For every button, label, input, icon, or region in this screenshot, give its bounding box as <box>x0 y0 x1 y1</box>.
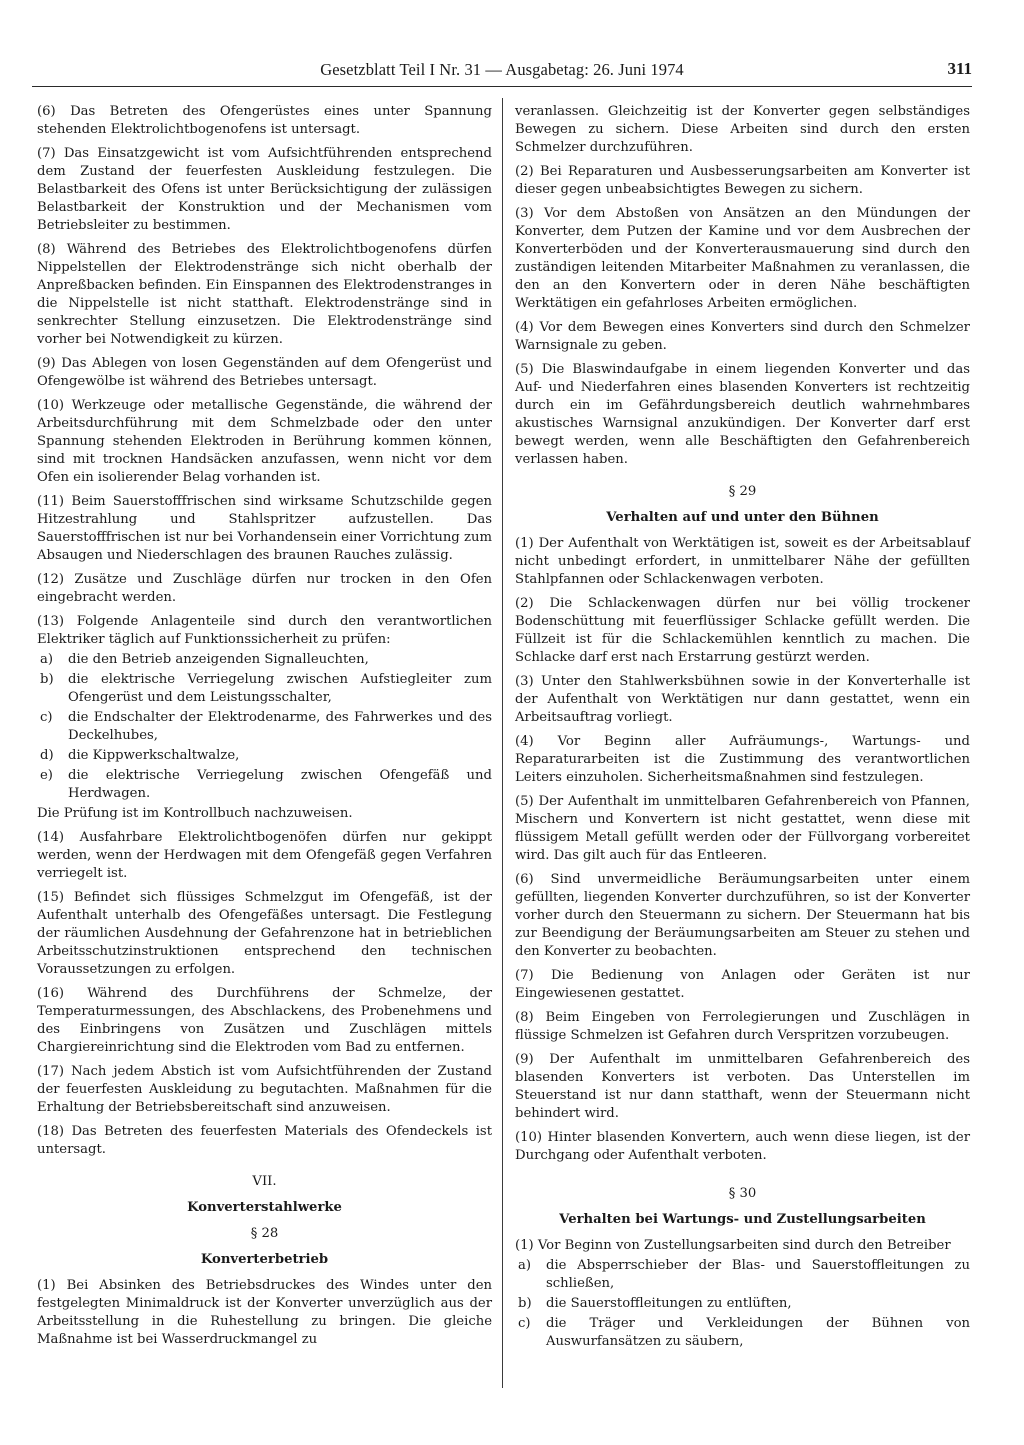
list-item-label: e) <box>40 768 53 783</box>
list-item <box>37 671 492 707</box>
paragraph: (18) Das Betreten des feuerfesten Materials des Ofendeckels ist untersagt. <box>37 1124 492 1157</box>
right-column <box>515 103 970 1353</box>
paragraph: (9) Das Ablegen von losen Gegenständen auf dem Ofengerüst und Ofengewölbe ist während des Betriebes untersagt. <box>37 356 492 389</box>
list-item-label: d) <box>40 748 54 763</box>
list-item-label: c) <box>518 1316 531 1331</box>
paragraph: (3) Vor dem Abstoßen von Ansätzen an den Mündungen der Konverter, dem Putzen der Kamine und vor dem Ausbrechen der Konverterböden und der Konverterausmauerung sind durch den zuständigen leitenden Mitarbeiter Maßnahmen zu veranlassen, die den an den Konvertern oder in deren Nähe beschäftigten Werktätigen ein gefahrloses Arbeiten ermöglichen. <box>515 206 970 311</box>
paragraph: (7) Die Bedienung von Anlagen oder Geräten ist nur Eingewiesenen gestattet. <box>515 968 970 1001</box>
paragraph: (14) Ausfahrbare Elektrolichtbogenöfen dürfen nur gekippt werden, wenn der Herdwagen mit dem Ofengefäß gegen Verfahren verriegelt ist. <box>37 830 492 881</box>
list-item <box>515 1295 970 1313</box>
paragraph: (2) Bei Reparaturen und Ausbesserungsarbeiten am Konverter ist dieser gegen unbeabsichtigtes Bewegen zu sichern. <box>515 164 970 197</box>
paragraph-heading: Verhalten bei Wartungs- und Zustellungsarbeiten <box>559 1212 926 1227</box>
list-item <box>515 1315 970 1351</box>
list-item <box>37 747 492 765</box>
paragraph: (8) Beim Eingeben von Ferrolegierungen und Zuschlägen in flüssige Schmelzen ist Gefahren durch Verspritzen vorzubeugen. <box>515 1010 970 1043</box>
list-item <box>37 651 492 669</box>
paragraph-heading: Verhalten auf und unter den Bühnen <box>606 510 879 525</box>
paragraph: (1) Bei Absinken des Betriebsdruckes des Windes unter den festgelegten Minimaldruck ist der Konverter unverzüglich aus der Arbeitsstellung in die Ruhestellung zu bringen. Die gleiche Maßnahme ist bei Wasserdruckmangel zu <box>37 1278 492 1347</box>
section-heading: Konverterstahlwerke <box>187 1200 342 1215</box>
list-item-text: die Sauerstoffleitungen zu entlüften, <box>546 1296 792 1311</box>
paragraph: (6) Sind unvermeidliche Beräumungsarbeiten unter einem gefüllten, liegenden Konverter durchzuführen, so ist der Konverter vorher durch den Steuermann zu sichern. Der Steuermann hat bis zur Beendigung der Beräumungsarbeiten am Steuer zu stehen und den Konverter zu beobachten. <box>515 872 970 959</box>
paragraph: (5) Die Blaswindaufgabe in einem liegenden Konverter und das Auf- und Niederfahren eines blasenden Konverters ist rechtzeitig durch ein im Gefährdungsbereich deutlich wahrnehmbares akustisches Warnsignal anzukündigen. Der Konverter darf erst bewegt werden, wenn alle Beschäftigten den Gefahrenbereich verlassen haben. <box>515 362 970 467</box>
page-header <box>32 60 972 82</box>
paragraph: (15) Befindet sich flüssiges Schmelzgut im Ofengefäß, ist der Aufenthalt unterhalb des Ofengefäßes untersagt. Die Festlegung der räumlichen Ausdehnung der Gefahrenzone hat in betrieblichen Arbeitsschutzinstruktionen entsprechend den technischen Voraussetzungen zu erfolgen. <box>37 890 492 977</box>
list-item-label: b) <box>518 1296 532 1311</box>
paragraph: (17) Nach jedem Abstich ist vom Aufsichtführenden der Zustand der feuerfesten Auskleidung zu begutachten. Maßnahmen für die Erhaltung der Betriebsbereitschaft sind anzuweisen. <box>37 1064 492 1115</box>
paragraph: (13) Folgende Anlagenteile sind durch den verantwortlichen Elektriker täglich auf Funktionssicherheit zu prüfen: <box>37 614 492 647</box>
paragraph: (3) Unter den Stahlwerksbühnen sowie in der Konverterhalle ist der Aufenthalt von Werktätigen nur dann gestattet, wenn ein Arbeitsauftrag vorliegt. <box>515 674 970 725</box>
list-item-label: a) <box>518 1258 532 1273</box>
paragraph-number: § 30 <box>728 1186 757 1201</box>
paragraph: (1) Der Aufenthalt von Werktätigen ist, soweit es der Arbeitsablauf nicht unbedingt erfordert, in unmittelbarer Nähe der gefüllten Stahlpfannen oder Schlackenwagen verboten. <box>515 536 970 587</box>
section-number: VII. <box>252 1174 277 1189</box>
left-column <box>37 103 492 1355</box>
header-rule <box>32 86 972 87</box>
paragraph: (10) Werkzeuge oder metallische Gegenstände, die während der Arbeitsdurchführung mit dem Schmelzbade oder den unter Spannung stehenden Elektroden in Berührung kommen können, sind mit trocknen Handsäcken anzufassen, wenn nicht vor dem Ofen ein isolierender Belag vorhanden ist. <box>37 398 492 485</box>
list-item-text: die den Betrieb anzeigenden Signalleuchten, <box>68 652 369 667</box>
list-item <box>37 767 492 803</box>
list-item <box>515 1257 970 1293</box>
paragraph: (6) Das Betreten des Ofengerüstes eines unter Spannung stehenden Elektrolichtbogenofens ist untersagt. <box>37 104 492 137</box>
list-item-text: die Endschalter der Elektrodenarme, des Fahrwerkes und des Deckelhubes, <box>68 710 492 743</box>
list-item-text: die Träger und Verkleidungen der Bühnen von Auswurfansätzen zu säubern, <box>546 1316 970 1349</box>
paragraph: (8) Während des Betriebes des Elektrolichtbogenofens dürfen Nippelstellen der Elektrodenstränge sich nicht oberhalb der Anpreßbacken befinden. Ein Einspannen des Elektrodenstranges in die Nippelstelle ist nicht statthaft. Elektrodenstränge sind in senkrechter Stellung einzusetzen. Die Elektrodenstränge sind vorher bei Notwendigkeit zu kürzen. <box>37 242 492 347</box>
paragraph-number: § 28 <box>250 1226 279 1241</box>
paragraph-heading: Konverterbetrieb <box>200 1252 329 1267</box>
paragraph: (4) Vor dem Bewegen eines Konverters sind durch den Schmelzer Warnsignale zu geben. <box>515 320 970 353</box>
paragraph: (16) Während des Durchführens der Schmelze, der Temperaturmessungen, des Abschlackens, des Probenehmens und des Einbringens von Zusätzen und Zuschlägen mittels Chargiereinrichtung sind die Elektroden vom Bad zu entfernen. <box>37 986 492 1055</box>
list-item-label: c) <box>40 710 53 725</box>
paragraph: (5) Der Aufenthalt im unmittelbaren Gefahrenbereich von Pfannen, Mischern und Konvertern ist nicht gestattet, wenn diese mit flüssigem Metall gefüllt werden oder der Füllvorgang vorbereitet wird. Das gilt auch für das Entleeren. <box>515 794 970 863</box>
check-list <box>37 651 492 803</box>
list-item <box>37 709 492 745</box>
page-number: 311 <box>947 59 972 78</box>
list-item-text: die elektrische Verriegelung zwischen Aufstiegleiter zum Ofengerüst und dem Leistungsschalter, <box>68 672 492 705</box>
paragraph: (10) Hinter blasenden Konvertern, auch wenn diese liegen, ist der Durchgang oder Aufenthalt verboten. <box>515 1130 970 1163</box>
list-item-label: a) <box>40 652 54 667</box>
paragraph: (9) Der Aufenthalt im unmittelbaren Gefahrenbereich des blasenden Konverters ist verboten. Das Unterstellen im Steuerstand ist nur dann statthaft, wenn der Steuermann nicht behindert wird. <box>515 1052 970 1121</box>
paragraph: (11) Beim Sauerstofffrischen sind wirksame Schutzschilde gegen Hitzestrahlung und Stahlspritzer aufzustellen. Das Sauerstofffrischen ist nur bei Vorhandensein einer Vorrichtung zum Absaugen und Niederschlagen des braunen Rauches zulässig. <box>37 494 492 563</box>
list-item-label: b) <box>40 672 54 687</box>
paragraph-number: § 29 <box>728 484 757 499</box>
list-item-text: die elektrische Verriegelung zwischen Ofengefäß und Herdwagen. <box>68 768 492 801</box>
paragraph: Die Prüfung ist im Kontrollbuch nachzuweisen. <box>37 806 353 821</box>
paragraph: (7) Das Einsatzgewicht ist vom Aufsichtführenden entsprechend dem Zustand der feuerfesten Auskleidung festzulegen. Die Belastbarkeit des Ofens ist unter Berücksichtigung der zulässigen Belastbarkeit der Konstruktion und der Mechanismen vom Betriebsleiter zu bestimmen. <box>37 146 492 233</box>
paragraph: (12) Zusätze und Zuschläge dürfen nur trocken in den Ofen eingebracht werden. <box>37 572 492 605</box>
paragraph: (4) Vor Beginn aller Aufräumungs-, Wartungs- und Reparaturarbeiten ist die Zustimmung des verantwortlichen Leiters einzuholen. Sicherheitsmaßnahmen sind festzulegen. <box>515 734 970 785</box>
list-item-text: die Kippwerkschaltwalze, <box>68 748 240 763</box>
column-divider <box>502 98 503 1388</box>
paragraph: (1) Vor Beginn von Zustellungsarbeiten sind durch den Betreiber <box>515 1238 951 1253</box>
list-item-text: die Absperrschieber der Blas- und Sauerstoffleitungen zu schließen, <box>546 1258 970 1291</box>
check-list <box>515 1257 970 1351</box>
paragraph: veranlassen. Gleichzeitig ist der Konverter gegen selbständiges Bewegen zu sichern. Diese Arbeiten sind durch den ersten Schmelzer durchzuführen. <box>515 104 970 155</box>
running-title: Gesetzblatt Teil I Nr. 31 — Ausgabetag: 26. Juni 1974 <box>320 60 684 79</box>
paragraph: (2) Die Schlackenwagen dürfen nur bei völlig trockener Bodenschüttung mit feuerflüssiger Schlacke gefüllt werden. Die Füllzeit ist für die Schlackemühlen kenntlich zu machen. Die Schlacke darf erst nach Erstarrung gestürzt werden. <box>515 596 970 665</box>
